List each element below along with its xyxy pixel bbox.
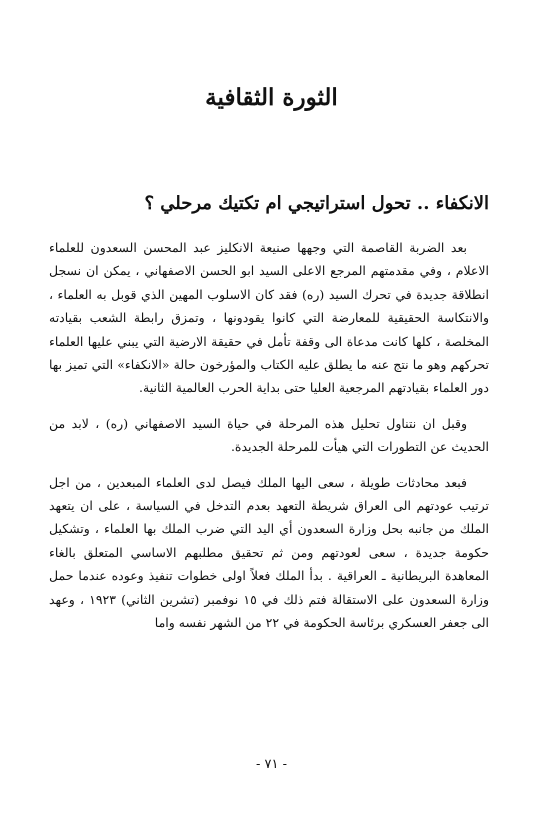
chapter-title: الثورة الثقافية bbox=[205, 84, 338, 111]
paragraph-1: بعد الضربة القاصمة التي وجهها صنيعة الانكليز عبد المحسن السعدون للعلماء الاعلام ، وفي مقدمتهم المرجع الاعلى السيد ابو الحسن الاصفهاني ، يمكن ان نسجل انطلاقة جديدة في تحرك السيد (ره) فقد كان الاسلوب المهين الذي قوبل به العلماء ، والانتكاسة الحقيقية للمعارضة التي كانوا يقودونها ، وتمزق رابطة الشعب بقيادته المخلصة ، كلها كانت مدعاة الى وقفة تأمل في حقيقة الارضية التي يبني عليها العلماء تحركهم وهو ما نتج عنه ما يطلق عليه الكتاب والمؤرخون حالة «الانكفاء» التي تميز بها دور العلماء بقيادتهم المرجعية العليا حتى بداية الحرب العالمية الثانية. bbox=[49, 240, 489, 396]
section-heading: الانكفاء .. تحول استراتيجي ام تكتيك مرحلي ؟ bbox=[144, 193, 489, 214]
body-text bbox=[49, 236, 489, 647]
paragraph-3: فبعد محادثات طويلة ، سعى اليها الملك فيصل لدى العلماء المبعدين ، من اجل ترتيب عودتهم الى العراق شريطة التعهد بعدم التدخل في السياسة ، على ان يتعهد الملك من جانبه بحل وزارة السعدون أي اليد التي ضرب الملك بها العلماء ، وتشكيل حكومة جديدة ، سعى لعودتهم ومن ثم تحقيق مطلبهم الاساسي المتعلق بالغاء المعاهدة البريطانية ـ العراقية . بدأ الملك فعلاً اولى خطوات تنفيذ وعوده عندما حمل وزارة السعدون على الاستقالة فتم ذلك في ١٥ نوفمبر (تشرين الثاني) ١٩٢٣ ، وعهد الى جعفر العسكري برئاسة الحكومة في ٢٢ من الشهر نفسه واما bbox=[49, 474, 489, 631]
page-number: - ٧١ - bbox=[255, 757, 288, 772]
paragraph-2: وقبل ان نتناول تحليل هذه المرحلة في حياة السيد الاصفهاني (ره) ، لابد من الحديث عن التطورات التي هيأت للمرحلة الجديدة. bbox=[49, 415, 489, 455]
